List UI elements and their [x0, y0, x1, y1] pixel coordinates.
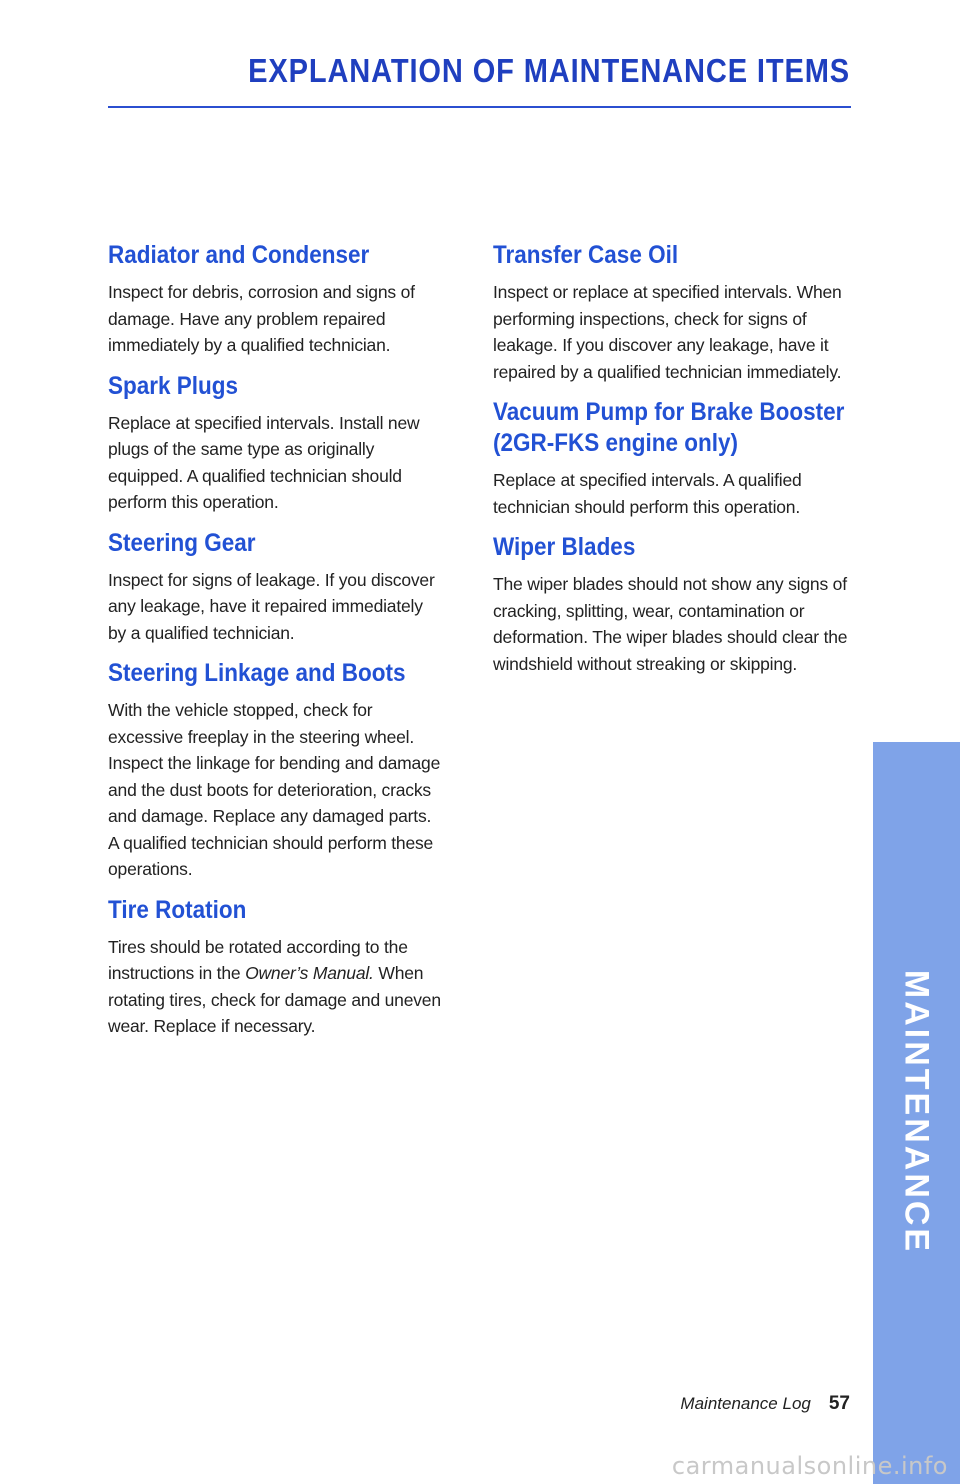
body-text: Tires should be rotated according to the instructions in the — [108, 936, 408, 983]
section-radiator-condenser — [108, 240, 443, 359]
watermark: carmanualsonline.info — [671, 1452, 948, 1480]
section-body: Inspect for signs of leakage. If you discover any leakage, have it repaired immediately by a qualified technician. — [108, 569, 435, 643]
section-heading: Wiper Blades — [493, 533, 636, 561]
section-tire-rotation — [108, 895, 443, 1040]
section-steering-linkage-boots — [108, 658, 443, 883]
section-vacuum-pump-brake-booster — [493, 397, 853, 520]
section-body: Inspect or replace at specified intervals. When performing inspections, check for signs of leakage. If you discover any leakage, have it repaired by a qualified technician immediately. — [493, 282, 842, 382]
section-heading: Vacuum Pump for Brake Booster (2GR-FKS engine only) — [493, 398, 845, 457]
section-body: With the vehicle stopped, check for excessive freeplay in the steering wheel. Inspect the linkage for bending and damage and the dust boots for deterioration, cracks and damage. Replace any damaged parts. A qualified technician should perform these operations. — [108, 700, 441, 879]
section-heading: Steering Linkage and Boots — [108, 659, 406, 687]
section-heading: Transfer Case Oil — [493, 241, 679, 269]
body-text: When rotating tires, check for damage and uneven wear. Replace if necessary. — [108, 963, 441, 1036]
section-wiper-blades — [493, 532, 853, 677]
section-transfer-case-oil — [493, 240, 853, 385]
side-tab-label: MAINTENANCE — [897, 969, 936, 1255]
right-column — [493, 240, 853, 689]
section-heading: Radiator and Condenser — [108, 241, 370, 269]
manual-title: Owner’s Manual. — [245, 963, 374, 983]
footer-label: Maintenance Log — [680, 1394, 811, 1413]
section-body — [108, 934, 443, 1040]
section-heading: Steering Gear — [108, 528, 256, 557]
page-number: 57 — [828, 1393, 850, 1414]
title-divider — [108, 106, 851, 108]
section-heading: Spark Plugs — [108, 371, 239, 400]
section-body: The wiper blades should not show any signs of cracking, splitting, wear, contamination or deformation. The wiper blades should clear the windshield without streaking or skipping. — [493, 574, 848, 674]
section-steering-gear — [108, 528, 443, 647]
page-footer — [680, 1393, 850, 1415]
section-body: Inspect for debris, corrosion and signs of damage. Have any problem repaired immediately by a qualified technician. — [108, 282, 415, 355]
page-title: EXPLANATION OF MAINTENANCE ITEMS — [248, 52, 850, 89]
section-body: Replace at specified intervals. Install new plugs of the same type as originally equipped. A qualified technician should perform this operation. — [108, 412, 420, 512]
section-heading: Tire Rotation — [108, 895, 247, 924]
section-body: Replace at specified intervals. A qualified technician should perform this operation. — [493, 470, 802, 517]
left-column — [108, 240, 443, 1052]
section-spark-plugs — [108, 371, 443, 516]
